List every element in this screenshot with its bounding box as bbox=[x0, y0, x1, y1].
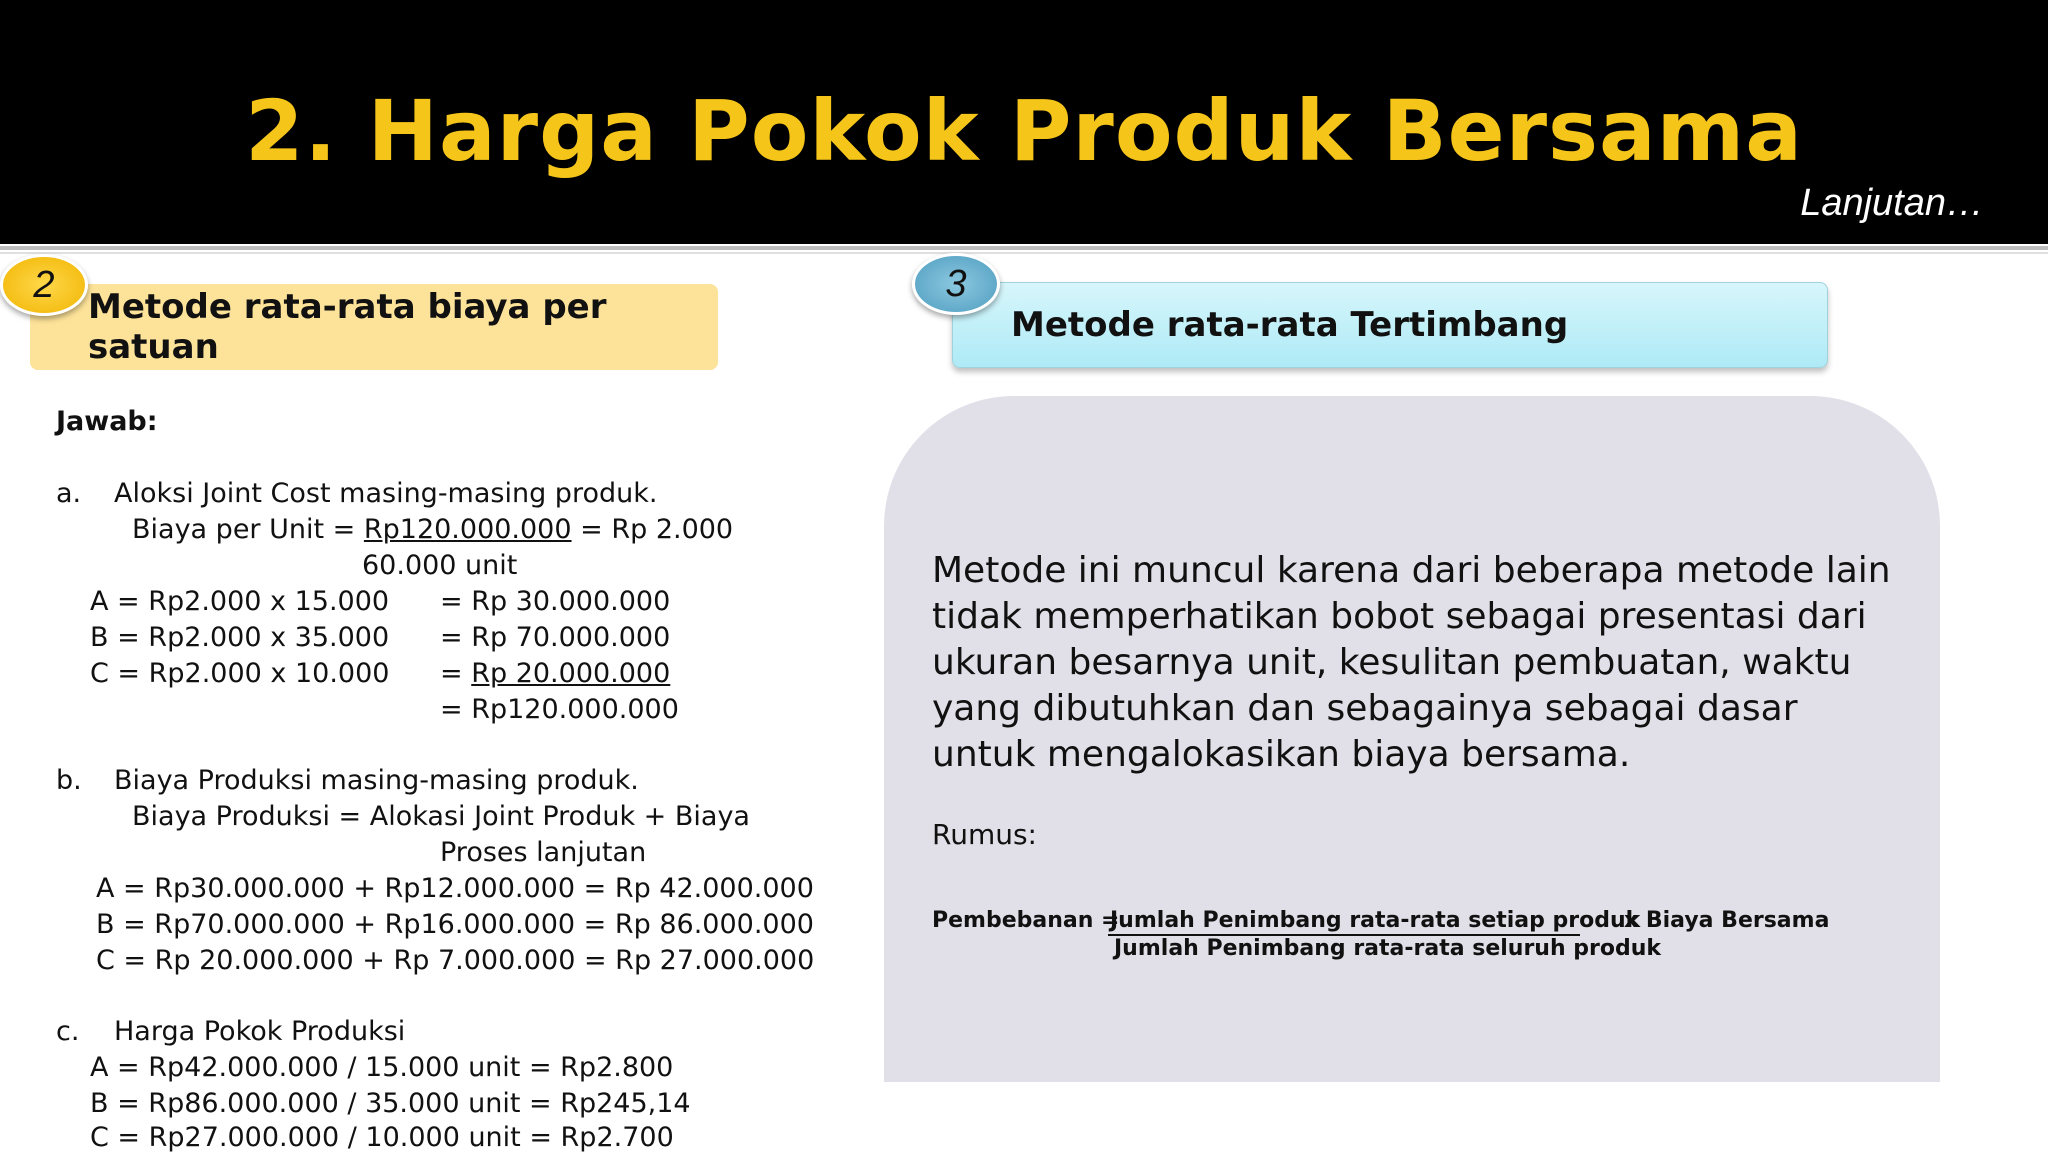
formula-lhs: Pembebanan = bbox=[932, 908, 1120, 933]
alloc-row-a: A = Rp2.000 x 15.000 bbox=[90, 586, 390, 617]
item-b-title: Biaya Produksi masing-masing produk. bbox=[114, 765, 639, 796]
left-number-badge: 2 bbox=[0, 254, 88, 316]
header-divider bbox=[0, 246, 2048, 250]
left-section-heading bbox=[30, 284, 718, 370]
formula-multiplier: x Biaya Bersama bbox=[1624, 908, 1830, 933]
alloc-row-b: B = Rp2.000 x 35.000 bbox=[90, 622, 390, 653]
right-number-badge: 3 bbox=[912, 253, 1000, 315]
item-c-title: Harga Pokok Produksi bbox=[114, 1016, 406, 1047]
unit-cost-result: = Rp 2.000 bbox=[571, 514, 734, 545]
alloc-result-c-prefix: = bbox=[440, 658, 472, 689]
answer-label: Jawab: bbox=[56, 406, 158, 437]
alloc-result-b: = Rp 70.000.000 bbox=[440, 622, 671, 653]
right-section-heading bbox=[952, 282, 1828, 368]
rumus-label: Rumus: bbox=[932, 818, 1037, 851]
formula-numerator: Jumlah Penimbang rata-rata setiap produk bbox=[1110, 908, 1641, 933]
formula-denominator: Jumlah Penimbang rata-rata seluruh produk bbox=[1114, 936, 1662, 961]
production-row-b: B = Rp70.000.000 + Rp16.000.000 = Rp 86.000.000 bbox=[96, 909, 814, 940]
alloc-result-a: = Rp 30.000.000 bbox=[440, 586, 671, 617]
header-divider-light bbox=[0, 252, 2048, 254]
item-b-marker: b. bbox=[56, 765, 82, 796]
slide-title: 2. Harga Pokok Produk Bersama bbox=[245, 82, 1803, 180]
unit-cost-label: Biaya per Unit = bbox=[132, 514, 364, 545]
production-cost-formula: Biaya Produksi = Alokasi Joint Produk + Biaya bbox=[132, 801, 750, 832]
alloc-result-c-value: Rp 20.000.000 bbox=[471, 658, 671, 689]
right-heading-text: Metode rata-rata Tertimbang bbox=[1011, 305, 1569, 345]
cost-row-c: C = Rp27.000.000 / 10.000 unit = Rp2.700 bbox=[90, 1122, 674, 1153]
unit-cost-denominator: 60.000 unit bbox=[362, 550, 518, 581]
cost-row-a: A = Rp42.000.000 / 15.000 unit = Rp2.800 bbox=[90, 1052, 674, 1083]
alloc-total: = Rp120.000.000 bbox=[440, 694, 679, 725]
item-c-marker: c. bbox=[56, 1016, 80, 1047]
alloc-result-c bbox=[440, 658, 670, 689]
alloc-row-c: C = Rp2.000 x 10.000 bbox=[90, 658, 390, 689]
left-heading-text: Metode rata-rata biaya per satuan bbox=[88, 287, 607, 367]
production-cost-formula-cont: Proses lanjutan bbox=[440, 837, 647, 868]
item-a-title: Aloksi Joint Cost masing-masing produk. bbox=[114, 478, 658, 509]
method-description: Metode ini muncul karena dari beberapa metode lain tidak memperhatikan bobot sebagai presentasi dari ukuran besarnya unit, kesulitan pembuatan, waktu yang dibutuhkan dan sebagainya sebagai dasar untuk mengalokasikan biaya bersama. bbox=[932, 550, 1891, 775]
item-a-marker: a. bbox=[56, 478, 82, 509]
production-row-c: C = Rp 20.000.000 + Rp 7.000.000 = Rp 27.000.000 bbox=[96, 945, 815, 976]
slide-subtitle: Lanjutan… bbox=[1800, 182, 1984, 224]
production-row-a: A = Rp30.000.000 + Rp12.000.000 = Rp 42.000.000 bbox=[96, 873, 814, 904]
cost-row-b: B = Rp86.000.000 / 35.000 unit = Rp245,14 bbox=[90, 1088, 691, 1119]
unit-cost-numerator: Rp120.000.000 bbox=[363, 514, 572, 545]
unit-cost-formula bbox=[132, 514, 733, 545]
